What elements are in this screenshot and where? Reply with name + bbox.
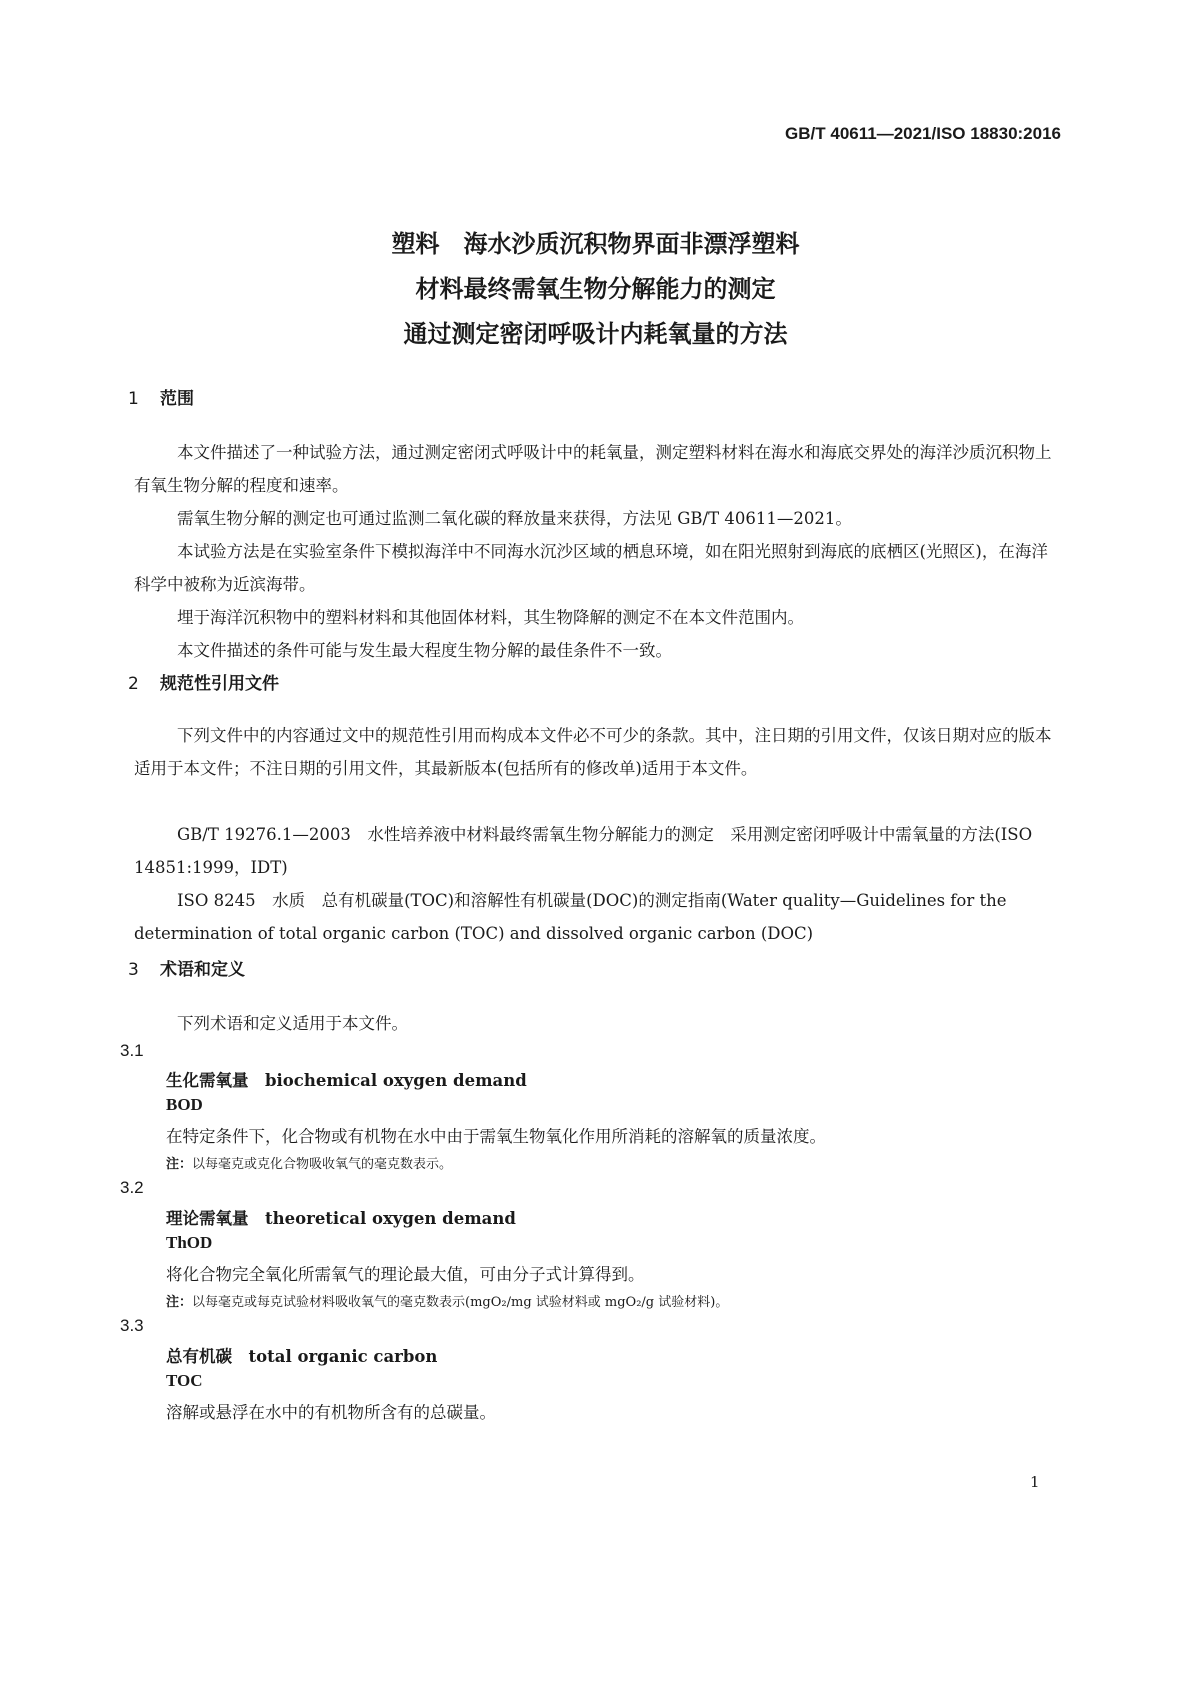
section-1-paragraph-2: 需氧生物分解的测定也可通过监测二氧化碳的释放量来获得，方法见 GB/T 40611—2021。 bbox=[177, 509, 852, 528]
section-title: 范围 bbox=[160, 389, 194, 409]
page-number: 1 bbox=[1030, 1473, 1040, 1491]
title-line-2: 材料最终需氧生物分解能力的测定 bbox=[415, 275, 776, 303]
section-number: 1 bbox=[128, 389, 139, 409]
normative-reference-1: GB/T 19276.1—2003 水性培养液中材料最终需氧生物分解能力的测定 采用测定密闭呼吸计中需氧量的方法(ISO 14851:1999，IDT) bbox=[134, 825, 1033, 877]
section-1-paragraph-4: 埋于海洋沉积物中的塑料材料和其他固体材料，其生物降解的测定不在本文件范围内。 bbox=[177, 608, 804, 627]
section-3-intro: 下列术语和定义适用于本文件。 bbox=[177, 1014, 408, 1033]
term-note: 注：以每毫克或克化合物吸收氧气的毫克数表示。 bbox=[166, 1157, 453, 1172]
term-number: 3.2 bbox=[120, 1178, 144, 1197]
term-number: 3.3 bbox=[120, 1316, 144, 1335]
term-abbreviation: ThOD bbox=[166, 1233, 213, 1252]
title-line-3: 通过测定密闭呼吸计内耗氧量的方法 bbox=[403, 320, 788, 348]
section-1-paragraph-1: 本文件描述了一种试验方法，通过测定密闭式呼吸计中的耗氧量，测定塑料材料在海水和海底交界处的海洋沙质沉积物上有氧生物分解的程度和速率。 bbox=[134, 443, 1052, 495]
section-number: 2 bbox=[128, 674, 139, 694]
section-1-paragraph-3: 本试验方法是在实验室条件下模拟海洋中不同海水沉沙区域的栖息环境，如在阳光照射到海底的底栖区(光照区)，在海洋科学中被称为近滨海带。 bbox=[134, 542, 1048, 594]
term-name: 生化需氧量 biochemical oxygen demand bbox=[166, 1071, 527, 1090]
section-1-paragraph-5: 本文件描述的条件可能与发生最大程度生物分解的最佳条件不一致。 bbox=[177, 641, 672, 660]
section-2-heading bbox=[128, 669, 279, 694]
section-1-heading bbox=[128, 384, 194, 409]
standard-code: GB/T 40611—2021/ISO 18830:2016 bbox=[785, 124, 1061, 143]
title-line-1: 塑料 海水沙质沉积物界面非漂浮塑料 bbox=[391, 230, 800, 258]
document-title bbox=[0, 222, 1191, 357]
term-definition: 在特定条件下，化合物或有机物在水中由于需氧生物氧化作用所消耗的溶解氧的质量浓度。 bbox=[166, 1127, 826, 1146]
section-title: 规范性引用文件 bbox=[160, 674, 279, 694]
term-number: 3.1 bbox=[120, 1041, 144, 1060]
term-name: 总有机碳 total organic carbon bbox=[166, 1347, 438, 1366]
term-note: 注：以每毫克或每克试验材料吸收氧气的毫克数表示(mgO₂/mg 试验材料或 mgO₂/g 试验材料)。 bbox=[166, 1295, 729, 1310]
term-abbreviation: BOD bbox=[166, 1095, 203, 1114]
normative-reference-2: ISO 8245 水质 总有机碳量(TOC)和溶解性有机碳量(DOC)的测定指南(Water quality—Guidelines for the determination of total organic carbon (TOC) and dissolved organic carbon (DOC) bbox=[134, 891, 1007, 943]
term-abbreviation: TOC bbox=[166, 1371, 203, 1390]
section-number: 3 bbox=[128, 960, 139, 980]
term-definition: 溶解或悬浮在水中的有机物所含有的总碳量。 bbox=[166, 1403, 496, 1422]
section-title: 术语和定义 bbox=[160, 960, 245, 980]
section-2-paragraph-1: 下列文件中的内容通过文中的规范性引用而构成本文件必不可少的条款。其中，注日期的引用文件，仅该日期对应的版本适用于本文件；不注日期的引用文件，其最新版本(包括所有的修改单)适用于本文件。 bbox=[134, 726, 1052, 778]
term-definition: 将化合物完全氧化所需氧气的理论最大值，可由分子式计算得到。 bbox=[166, 1265, 645, 1284]
term-name: 理论需氧量 theoretical oxygen demand bbox=[166, 1209, 516, 1228]
section-3-heading bbox=[128, 955, 245, 980]
